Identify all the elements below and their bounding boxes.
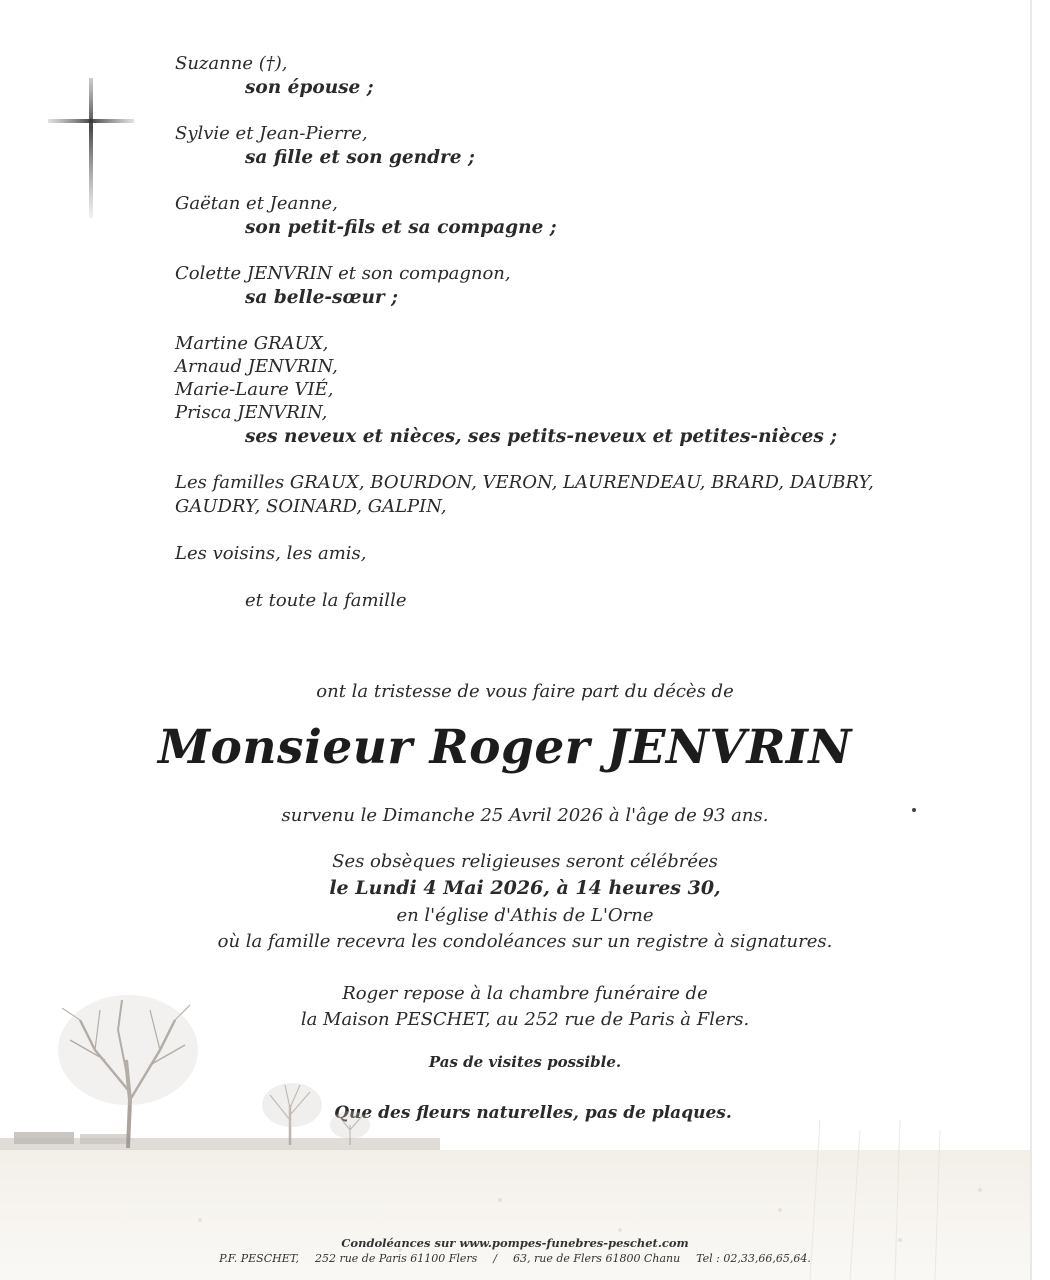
footer-address: 63, rue de Flers 61800 Chanu <box>513 1252 681 1265</box>
funeral-condolences: où la famille recevra les condoléances sur un registre à signatures. <box>217 931 833 952</box>
family-list <box>175 52 995 612</box>
family-relation: son petit-fils et sa compagne ; <box>245 217 557 238</box>
funeral-place: en l'église d'Athis de L'Orne <box>396 905 654 926</box>
footer-website: Condoléances sur www.pompes-funebres-peschet.com <box>341 1236 689 1250</box>
family-relation: son épouse ; <box>245 77 374 98</box>
flowers-note: Que des fleurs naturelles, pas de plaques. <box>334 1103 732 1123</box>
footer-company: P.F. PESCHET, <box>219 1252 299 1265</box>
death-info: survenu le Dimanche 25 Avril 2026 à l'âge de 93 ans. <box>281 805 769 826</box>
family-relation: sa belle-sœur ; <box>245 287 398 308</box>
announcement: ont la tristesse de vous faire part du décès de <box>316 681 734 702</box>
rest-line: la Maison PESCHET, au 252 rue de Paris à Flers. <box>300 1009 750 1030</box>
family-relation: sa fille et son gendre ; <box>245 147 475 168</box>
families-line: Les familles GRAUX, BOURDON, VERON, LAURENDEAU, BRARD, DAUBRY, <box>175 472 874 493</box>
family-name: Sylvie et Jean-Pierre, <box>175 123 368 144</box>
family-name: Arnaud JENVRIN, <box>175 356 338 377</box>
family-relation: ses neveux et nièces, ses petits-neveux et petites-nièces ; <box>245 426 838 447</box>
funeral-line: Ses obsèques religieuses seront célébrées <box>332 851 718 872</box>
funeral-date: le Lundi 4 Mai 2026, à 14 heures 30, <box>329 877 721 899</box>
neighbors-line: Les voisins, les amis, <box>175 543 367 564</box>
footer-address: 252 rue de Paris 61100 Flers <box>314 1252 478 1265</box>
whole-family-line: et toute la famille <box>245 590 407 611</box>
footer-separator: / <box>493 1252 497 1265</box>
cross-icon <box>48 78 134 218</box>
deceased-name: Monsieur Roger JENVRIN <box>158 720 852 775</box>
family-name: Marie-Laure VIÉ, <box>175 379 334 400</box>
family-name: Martine GRAUX, <box>175 333 329 354</box>
family-name: Colette JENVRIN et son compagnon, <box>175 263 511 284</box>
scan-edge <box>1030 0 1032 1280</box>
scan-speck <box>912 808 916 812</box>
footer-contact <box>0 1252 1030 1265</box>
footer-phone: Tel : 02,33,66,65,64. <box>696 1252 811 1265</box>
family-name: Prisca JENVRIN, <box>175 402 328 423</box>
winter-landscape-illustration <box>0 980 1030 1280</box>
rest-line: Roger repose à la chambre funéraire de <box>342 983 708 1004</box>
family-name: Suzanne (†), <box>175 53 288 74</box>
no-visits-note: Pas de visites possible. <box>428 1053 622 1071</box>
family-name: Gaëtan et Jeanne, <box>175 193 338 214</box>
families-line: GAUDRY, SOINARD, GALPIN, <box>175 496 447 517</box>
